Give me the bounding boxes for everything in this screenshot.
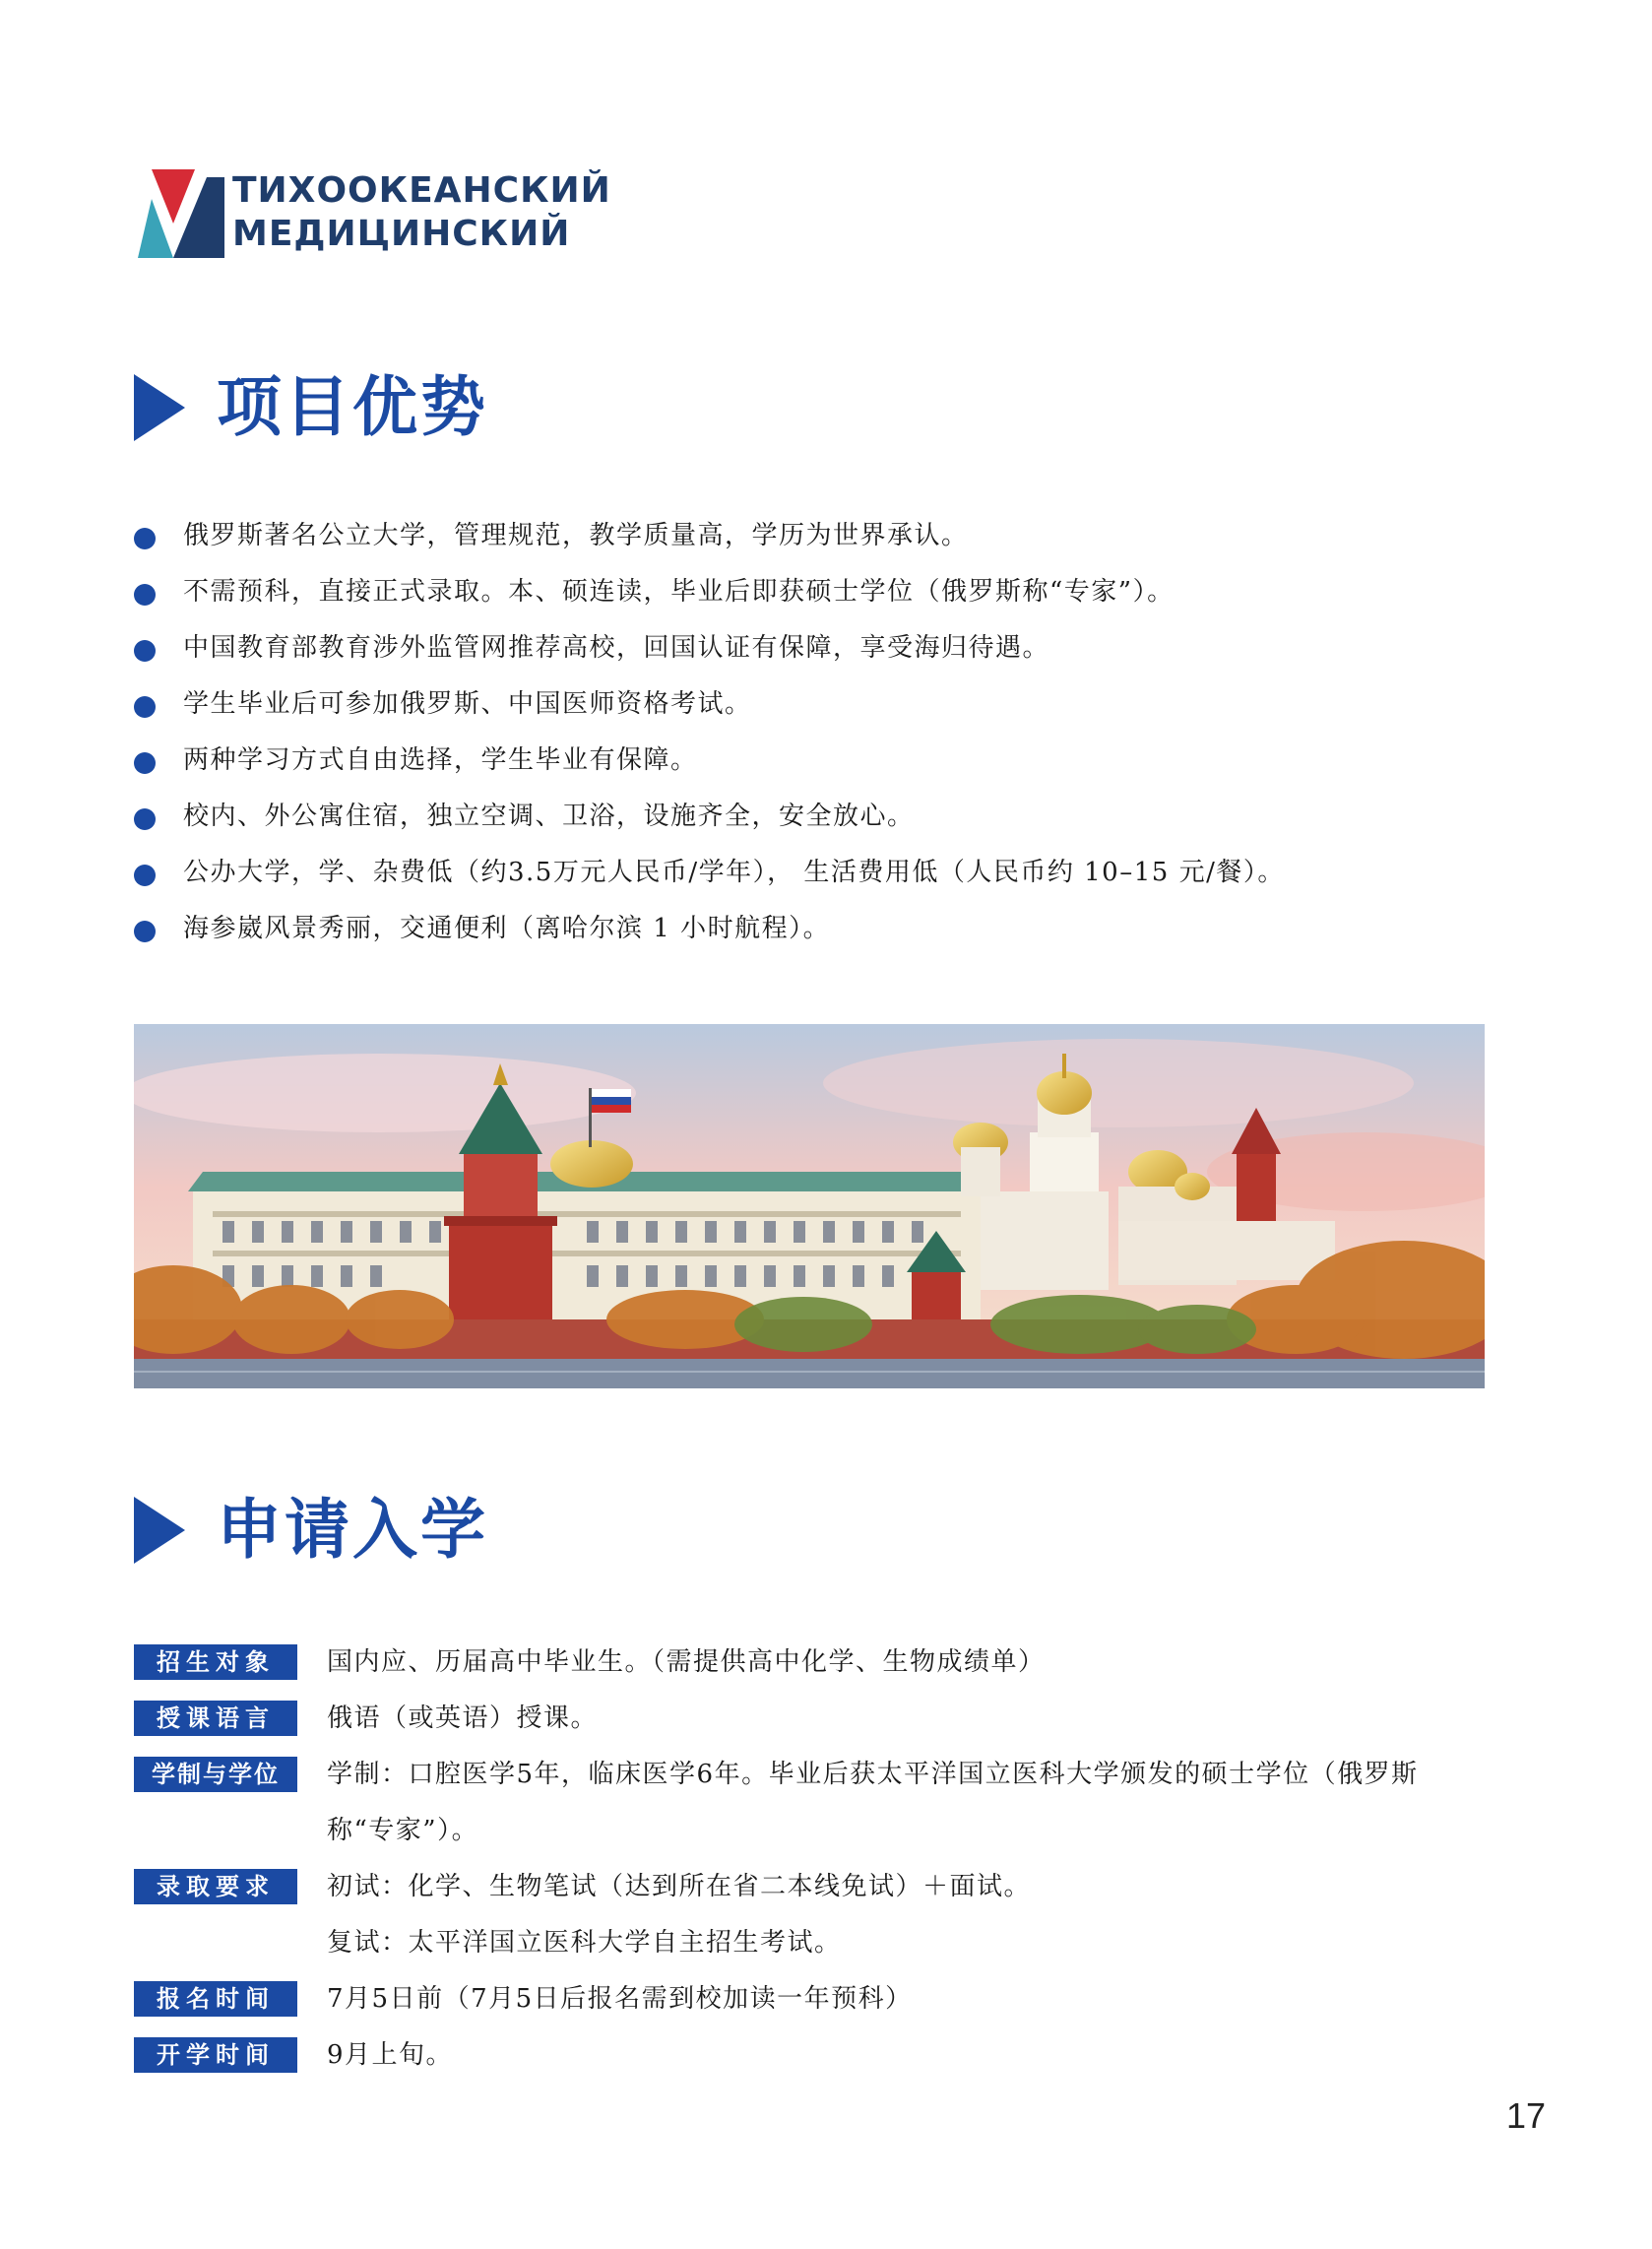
row-label: 开学时间 bbox=[134, 2037, 297, 2073]
bullet-dot-icon bbox=[134, 696, 156, 718]
list-item-text: 不需预科，直接正式录取。本、硕连读，毕业后即获硕士学位（俄罗斯称“专家”）。 bbox=[183, 577, 1175, 607]
list-item-text: 俄罗斯著名公立大学，管理规范，教学质量高，学历为世界承认。 bbox=[183, 521, 969, 550]
section-title: 申请入学 bbox=[217, 1492, 488, 1568]
row-value: 国内应、历届高中毕业生。（需提供高中化学、生物成绩单） bbox=[327, 1647, 1046, 1677]
table-row bbox=[134, 1859, 1512, 1971]
table-row bbox=[134, 1635, 1512, 1691]
row-label: 学制与学位 bbox=[134, 1757, 297, 1792]
list-item-text: 中国教育部教育涉外监管网推荐高校，回国认证有保障，享受海归待遇。 bbox=[183, 633, 1050, 663]
section-title: 项目优势 bbox=[217, 369, 488, 445]
row-label: 授课语言 bbox=[134, 1701, 297, 1736]
list-item-text: 公办大学，学、杂费低（约3.5万元人民币/学年）， 生活费用低（人民币约 10–15 元/餐）。 bbox=[183, 858, 1285, 887]
row-label: 录取要求 bbox=[134, 1869, 297, 1904]
row-value-continued: 称“专家”）。 bbox=[327, 1816, 479, 1845]
play-arrow-icon bbox=[134, 1497, 185, 1564]
bullet-dot-icon bbox=[134, 865, 156, 886]
university-logo-icon bbox=[138, 169, 224, 258]
row-value: 9月上旬。 bbox=[327, 2040, 454, 2070]
university-logo bbox=[138, 165, 611, 264]
list-item bbox=[134, 845, 1512, 901]
list-item bbox=[134, 901, 1512, 957]
row-value: 学制：口腔医学5年，临床医学6年。毕业后获太平洋国立医科大学颁发的硕士学位（俄罗斯 bbox=[327, 1760, 1419, 1789]
bullet-dot-icon bbox=[134, 752, 156, 774]
list-item bbox=[134, 789, 1512, 845]
list-item bbox=[134, 508, 1512, 564]
kremlin-banner-image bbox=[134, 1024, 1485, 1388]
row-value: 俄语（或英语）授课。 bbox=[327, 1703, 599, 1733]
row-label: 招生对象 bbox=[134, 1644, 297, 1680]
logo-line-2: МЕДИЦИНСКИЙ bbox=[232, 214, 571, 254]
kremlin-illustration bbox=[134, 1024, 1485, 1388]
logo-line-1: ТИХООКЕАНСКИЙ bbox=[232, 170, 611, 211]
row-value: 初试：化学、生物笔试（达到所在省二本线免试）＋面试。 bbox=[327, 1872, 1032, 1901]
table-row bbox=[134, 1691, 1512, 1747]
page-number: 17 bbox=[1506, 2095, 1547, 2136]
list-item bbox=[134, 564, 1512, 620]
table-row bbox=[134, 1747, 1512, 1859]
row-value: 7月5日前（7月5日后报名需到校加读一年预科） bbox=[327, 1984, 913, 2014]
list-item-text: 两种学习方式自由选择，学生毕业有保障。 bbox=[183, 745, 698, 775]
play-arrow-icon bbox=[134, 374, 185, 441]
row-value-continued: 复试：太平洋国立医科大学自主招生考试。 bbox=[327, 1928, 842, 1958]
list-item bbox=[134, 676, 1512, 733]
list-item bbox=[134, 620, 1512, 676]
bullet-dot-icon bbox=[134, 921, 156, 942]
bullet-dot-icon bbox=[134, 584, 156, 606]
list-item bbox=[134, 733, 1512, 789]
logo-wordmark bbox=[232, 169, 611, 256]
admission-info-table bbox=[134, 1635, 1512, 2084]
row-label: 报名时间 bbox=[134, 1981, 297, 2017]
advantages-list bbox=[134, 508, 1512, 957]
bullet-dot-icon bbox=[134, 640, 156, 662]
table-row bbox=[134, 1971, 1512, 2027]
list-item-text: 校内、外公寓住宿，独立空调、卫浴，设施齐全，安全放心。 bbox=[183, 802, 915, 831]
table-row bbox=[134, 2027, 1512, 2084]
list-item-text: 学生毕业后可参加俄罗斯、中国医师资格考试。 bbox=[183, 689, 752, 719]
list-item-text: 海参崴风景秀丽，交通便利（离哈尔滨 1 小时航程）。 bbox=[183, 914, 831, 943]
bullet-dot-icon bbox=[134, 528, 156, 549]
bullet-dot-icon bbox=[134, 808, 156, 830]
